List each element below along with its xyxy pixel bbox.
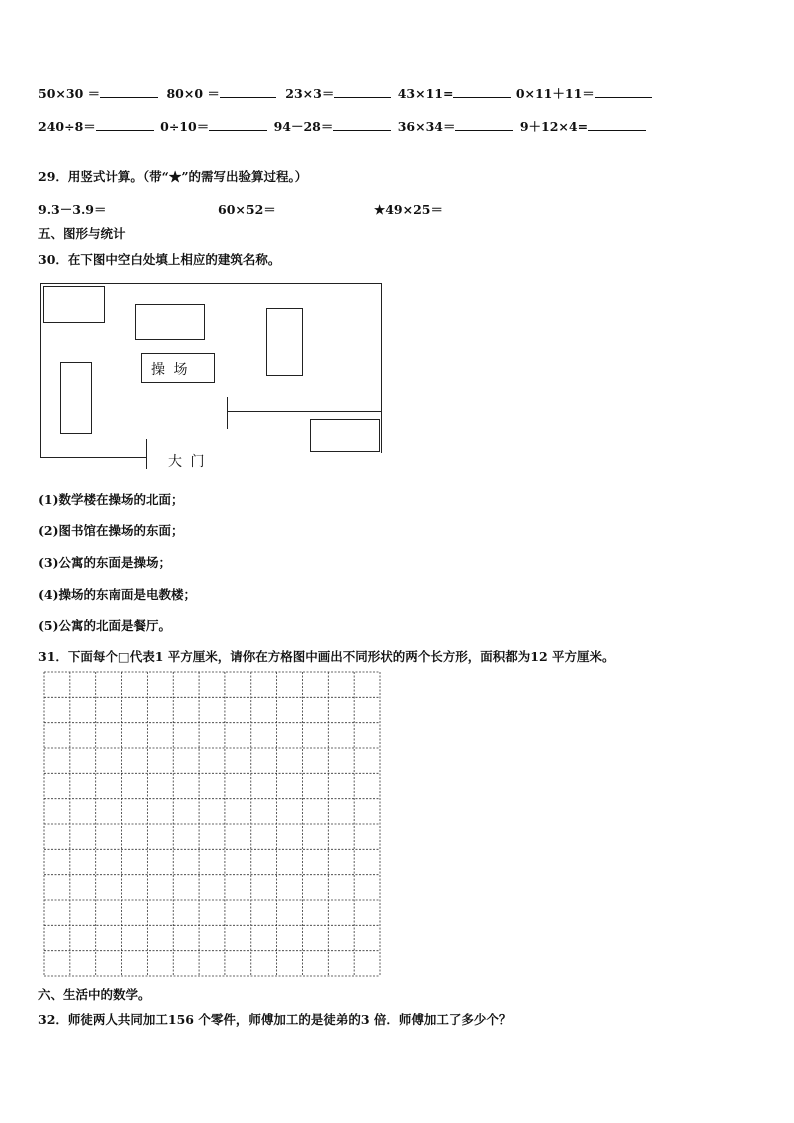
- map-top-border: [40, 283, 382, 284]
- calc-item: 0÷10＝: [160, 117, 267, 135]
- answer-blank[interactable]: [453, 87, 511, 98]
- question-29-title: 29．用竖式计算。（带“★”的需写出验算过程。）: [38, 169, 308, 184]
- building-box-west[interactable]: [60, 362, 92, 434]
- clue-2: (2)图书馆在操场的东面；: [38, 523, 184, 538]
- calc-item: 0×11＋11＝: [516, 84, 652, 102]
- question-32-title: 32．师徒两人共同加工156 个零件，师傅加工的是徒弟的3 倍．师傅加工了多少个？: [38, 1012, 512, 1027]
- map-left-border: [40, 283, 41, 458]
- question-31-title: 31．下面每个□代表1 平方厘米，请你在方格图中画出不同形状的两个长方形，面积都为12 平方厘米。: [38, 649, 615, 664]
- gate-post-left: [146, 439, 147, 469]
- map-right-border: [381, 283, 382, 453]
- calc-item: 50×30 ＝: [38, 84, 158, 102]
- gate-label: 大 门: [168, 454, 207, 470]
- answer-blank[interactable]: [220, 87, 276, 98]
- answer-blank[interactable]: [334, 87, 391, 98]
- building-box-northwest[interactable]: [43, 286, 105, 323]
- clue-1: (1)数学楼在操场的北面；: [38, 492, 184, 507]
- answer-blank[interactable]: [333, 120, 391, 131]
- q29-item-2: 60×52＝: [218, 202, 276, 217]
- calc-item: 240÷8＝: [38, 117, 154, 135]
- calc-row-2: [38, 117, 646, 135]
- calc-row-1: [38, 84, 652, 102]
- calc-item: 9＋12×4=: [520, 117, 646, 135]
- q29-item-3: ★49×25＝: [374, 202, 443, 217]
- building-box-east[interactable]: [266, 308, 303, 376]
- map-bottom-left-border: [40, 457, 146, 458]
- calc-item: 94－28＝: [274, 117, 392, 135]
- building-box-southeast[interactable]: [310, 419, 380, 452]
- question-30-title: 30．在下图中空白处填上相应的建筑名称。: [38, 252, 281, 267]
- section-6-heading: 六、生活中的数学。: [38, 987, 151, 1002]
- clue-3: (3)公寓的东面是操场；: [38, 555, 172, 570]
- answer-blank[interactable]: [209, 120, 267, 131]
- calc-item: 23×3＝: [285, 84, 391, 102]
- square-grid[interactable]: [43, 671, 381, 977]
- q29-item-1: 9.3－3.9＝: [38, 202, 107, 217]
- map-inner-line: [227, 411, 381, 412]
- building-box-north[interactable]: [135, 304, 205, 340]
- answer-blank[interactable]: [588, 120, 646, 131]
- section-5-heading: 五、图形与统计: [38, 226, 126, 241]
- answer-blank[interactable]: [595, 87, 652, 98]
- playground-label: 操 场: [151, 362, 190, 378]
- calc-item: 43×11=: [398, 86, 512, 101]
- answer-blank[interactable]: [100, 87, 158, 98]
- answer-blank[interactable]: [96, 120, 154, 131]
- calc-item: 80×0 ＝: [166, 84, 275, 102]
- gate-post-right: [227, 397, 228, 429]
- calc-item: 36×34＝: [398, 117, 514, 135]
- clue-5: (5)公寓的北面是餐厅。: [38, 618, 172, 633]
- answer-blank[interactable]: [455, 120, 513, 131]
- clue-4: (4)操场的东南面是电教楼；: [38, 587, 197, 602]
